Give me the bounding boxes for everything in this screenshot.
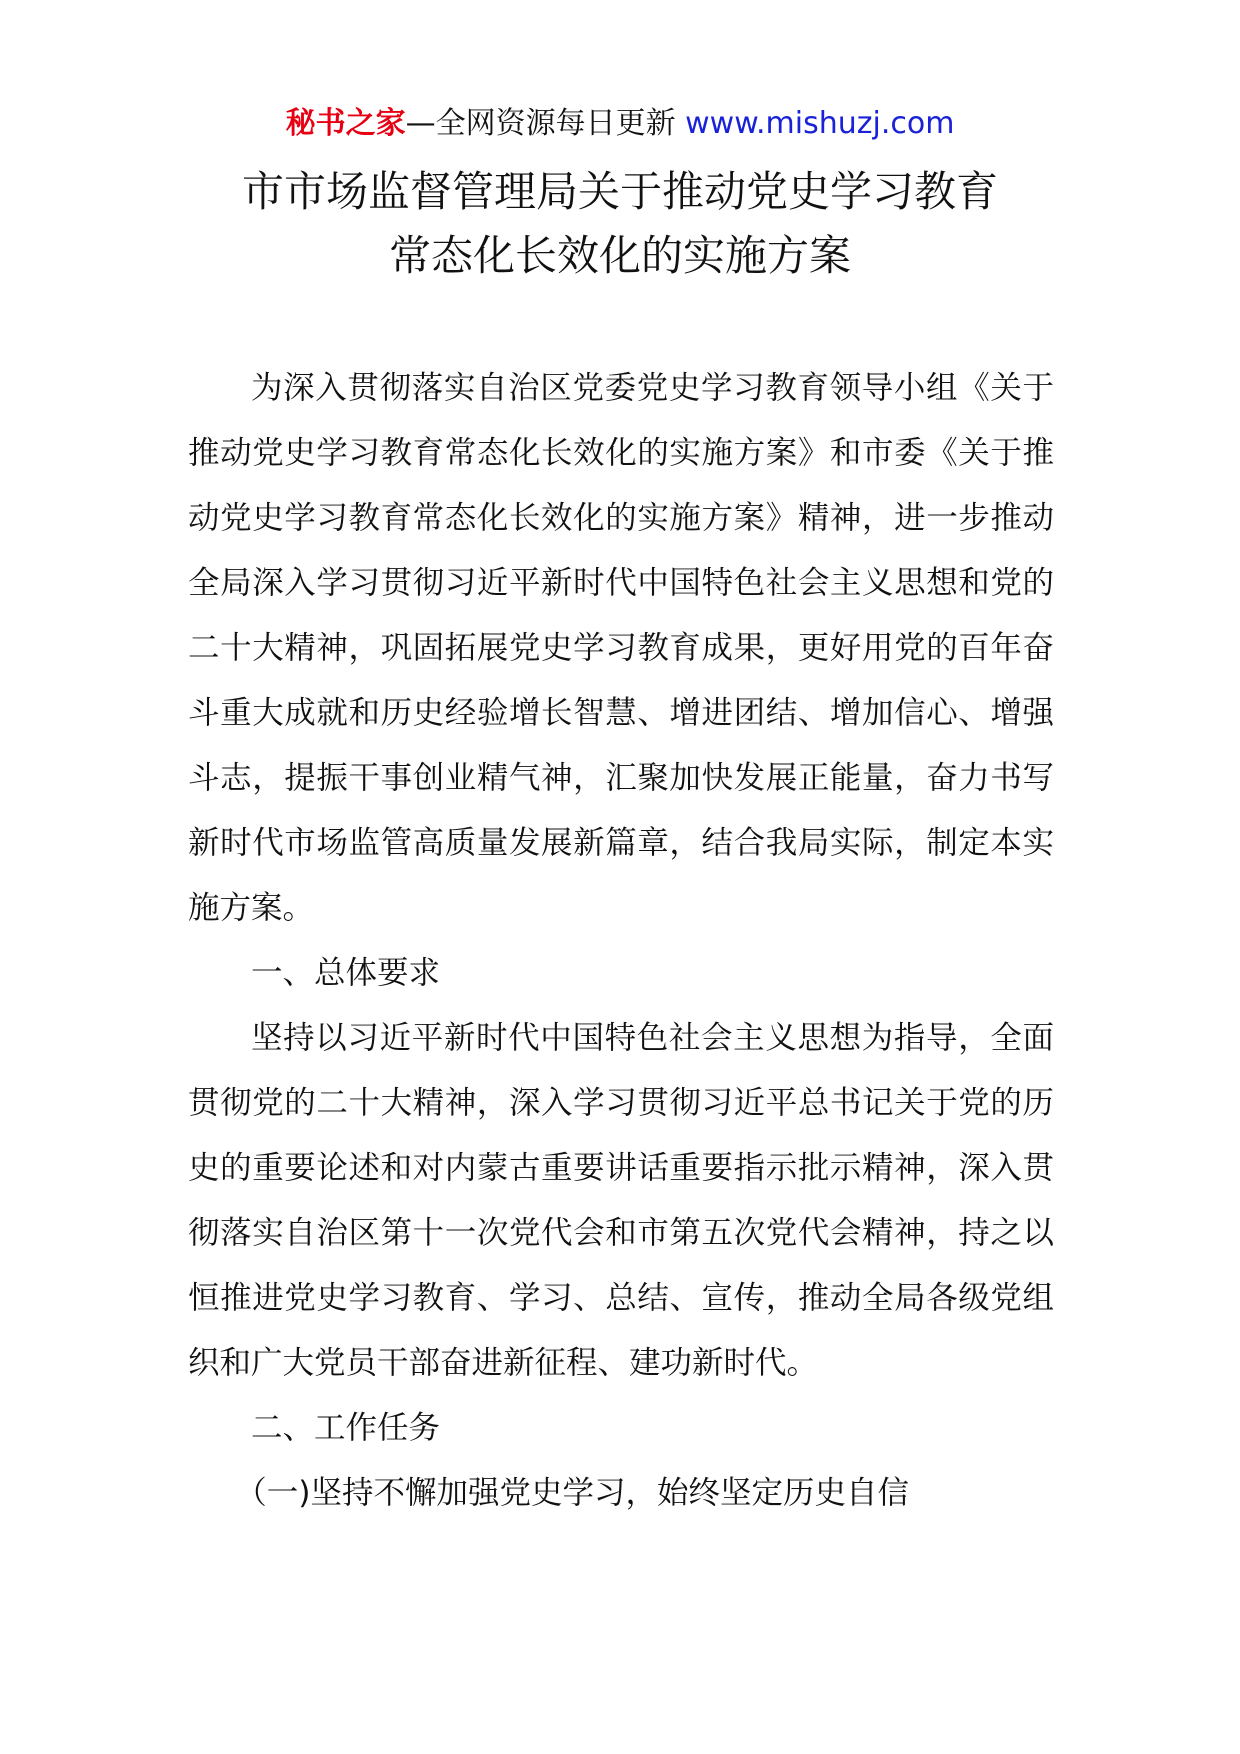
title-line-2: 常态化长效化的实施方案	[388, 231, 851, 280]
site-url-link[interactable]: www.mishuzj.com	[685, 106, 955, 141]
section-heading-general-requirements: 一、总体要求	[251, 955, 441, 991]
section-paragraph-general-requirements: 坚持以习近平新时代中国特色社会主义思想为指导，全面贯彻党的二十大精神，深入学习贯彻习近平总书记关于党的历史的重要论述和对内蒙古重要讲话重要指示批示精神，深入贯彻落实自治区第十一次党代会和市第五次党代会精神，持之以恒推进党史学习教育、学习、总结、宣传，推动全局各级党组织和广大党员干部奋进新征程、建功新时代。	[188, 1020, 1054, 1381]
section-heading-work-tasks: 二、工作任务	[251, 1410, 441, 1446]
document-title	[0, 160, 1240, 288]
title-line-1: 市市场监督管理局关于推动党史学习教育	[241, 167, 998, 216]
banner-tagline: —全网资源每日更新	[405, 106, 686, 141]
site-banner	[0, 102, 1240, 146]
intro-paragraph: 为深入贯彻落实自治区党委党史学习教育领导小组《关于推动党史学习教育常态化长效化的实施方案》和市委《关于推动党史学习教育常态化长效化的实施方案》精神，进一步推动全局深入学习贯彻习近平新时代中国特色社会主义思想和党的二十大精神，巩固拓展党史学习教育成果，更好用党的百年奋斗重大成就和历史经验增长智慧、增进团结、增加信心、增强斗志，提振干事创业精气神，汇聚加快发展正能量，奋力书写新时代市场监管高质量发展新篇章，结合我局实际，制定本实施方案。	[188, 370, 1054, 926]
document-body	[188, 356, 1054, 1526]
subsection-heading-party-history-study: （一)坚持不懈加强党史学习，始终坚定历史自信	[235, 1475, 910, 1511]
brand-name: 秘书之家	[285, 106, 406, 141]
